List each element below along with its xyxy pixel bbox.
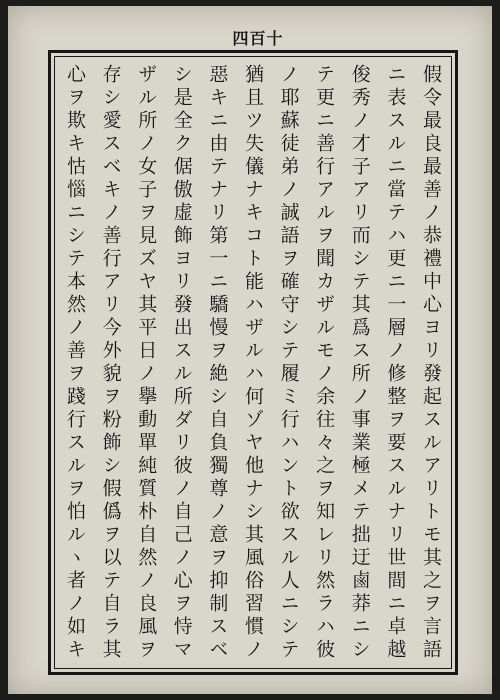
text-column: ノ耶蘇徒弟ノ誠語ヲ確守シテ履ミ行ハント欲スル人ニシテ <box>277 64 300 662</box>
text-column: 假令最良最善ノ恭禮中心ヨリ發起スルアリトモ其之ヲ言語 <box>419 64 442 662</box>
text-column: 俊秀ノ才子アリ而シテ其爲ス所ノ事業極メテ拙迂鹵莽ニシ <box>348 64 371 662</box>
book-page <box>8 6 492 694</box>
vertical-text-body <box>58 64 448 664</box>
text-column: ニ表スルニ當テハ更ニ一層ノ修整ヲ要スルナリ世間ニ卓越 <box>384 64 407 662</box>
page-number: 四百十 <box>232 29 284 48</box>
text-column: 存シ愛スベキノ善行アリ今外貌ヲ粉飾シ假僞ヲ以テ自ラ其 <box>99 64 122 662</box>
text-column: テ更ニ善行アルヲ聞カザルモノ余往々之ヲ知レリ然ラハ彼 <box>313 64 336 662</box>
text-column: シ是全ク倨傲虚飾ヨリ發出スル所ダリ彼ノ自己ノ心ヲ恃マ <box>170 64 193 662</box>
text-column: 猶且ツ失儀ナキコト能ハザルハ何ゾヤ他ナシ其風俗習慣ノ <box>241 64 264 662</box>
text-column: ザル所ノ女子ヲ見ズヤ其平日ノ擧動單純質朴自然ノ良風ヲ <box>135 64 158 662</box>
text-column: 惡キニ由テナリ第一ニ驕慢ヲ絶シ自負獨尊ノ意ヲ抑制スベ <box>206 64 229 662</box>
text-column: 心ヲ欺キ怙惱ニシテ本然ノ善ヲ踐行スルヲ怕ルヽ者ノ如キ <box>64 64 86 662</box>
